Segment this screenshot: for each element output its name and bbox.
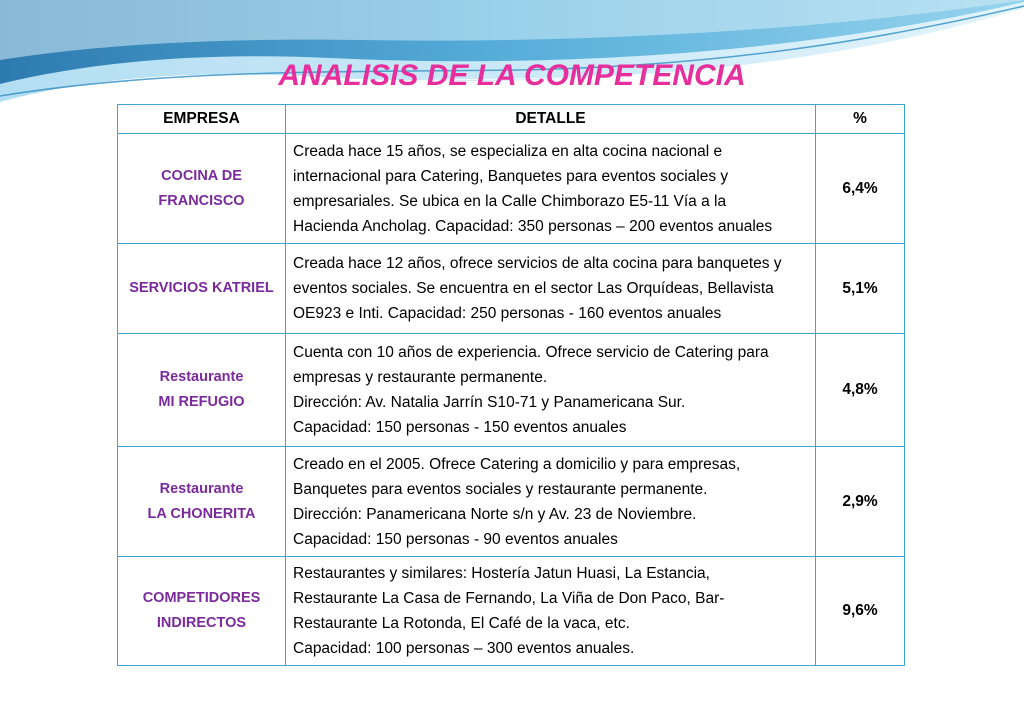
table-row (118, 557, 905, 666)
header-percent: % (816, 105, 905, 134)
table-row (118, 134, 905, 244)
company-name: Restaurante LA CHONERITA (118, 447, 286, 557)
market-share: 5,1% (816, 244, 905, 334)
company-name: COMPETIDORES INDIRECTOS (118, 557, 286, 666)
company-name: COCINA DE FRANCISCO (118, 134, 286, 244)
company-detail: Restaurantes y similares: Hostería Jatun Huasi, La Estancia, Restaurante La Casa de Fernando, La Viña de Don Paco, Bar- Restaurante La Rotonda, El Café de la vaca, etc. Capacidad: 100 personas – 300 eventos anuales. (286, 557, 816, 666)
company-name: Restaurante MI REFUGIO (118, 334, 286, 447)
header-empresa: EMPRESA (118, 105, 286, 134)
company-name: SERVICIOS KATRIEL (118, 244, 286, 334)
header-detalle: DETALLE (286, 105, 816, 134)
table-row (118, 334, 905, 447)
company-detail: Creada hace 12 años, ofrece servicios de alta cocina para banquetes y eventos sociales. Se encuentra en el sector Las Orquídeas, Bellavista OE923 e Inti. Capacidad: 250 personas - 160 eventos anuales (286, 244, 816, 334)
company-detail: Creada hace 15 años, se especializa en alta cocina nacional e internacional para Catering, Banquetes para eventos sociales y empresariales. Se ubica en la Calle Chimborazo E5-11 Vía a la Hacienda Ancholag. Capacidad: 350 personas – 200 eventos anuales (286, 134, 816, 244)
table-row (118, 447, 905, 557)
company-detail: Cuenta con 10 años de experiencia. Ofrece servicio de Catering para empresas y restaurante permanente. Dirección: Av. Natalia Jarrín S10-71 y Panamericana Sur. Capacidad: 150 personas - 150 eventos anuales (286, 334, 816, 447)
competition-table (117, 104, 905, 666)
table-row (118, 244, 905, 334)
table-header-row (118, 105, 905, 134)
market-share: 9,6% (816, 557, 905, 666)
market-share: 2,9% (816, 447, 905, 557)
market-share: 4,8% (816, 334, 905, 447)
market-share: 6,4% (816, 134, 905, 244)
company-detail: Creado en el 2005. Ofrece Catering a domicilio y para empresas, Banquetes para eventos sociales y restaurante permanente. Dirección: Panamericana Norte s/n y Av. 23 de Noviembre. Capacidad: 150 personas - 90 eventos anuales (286, 447, 816, 557)
slide-title: ANALISIS DE LA COMPETENCIA (278, 59, 746, 92)
